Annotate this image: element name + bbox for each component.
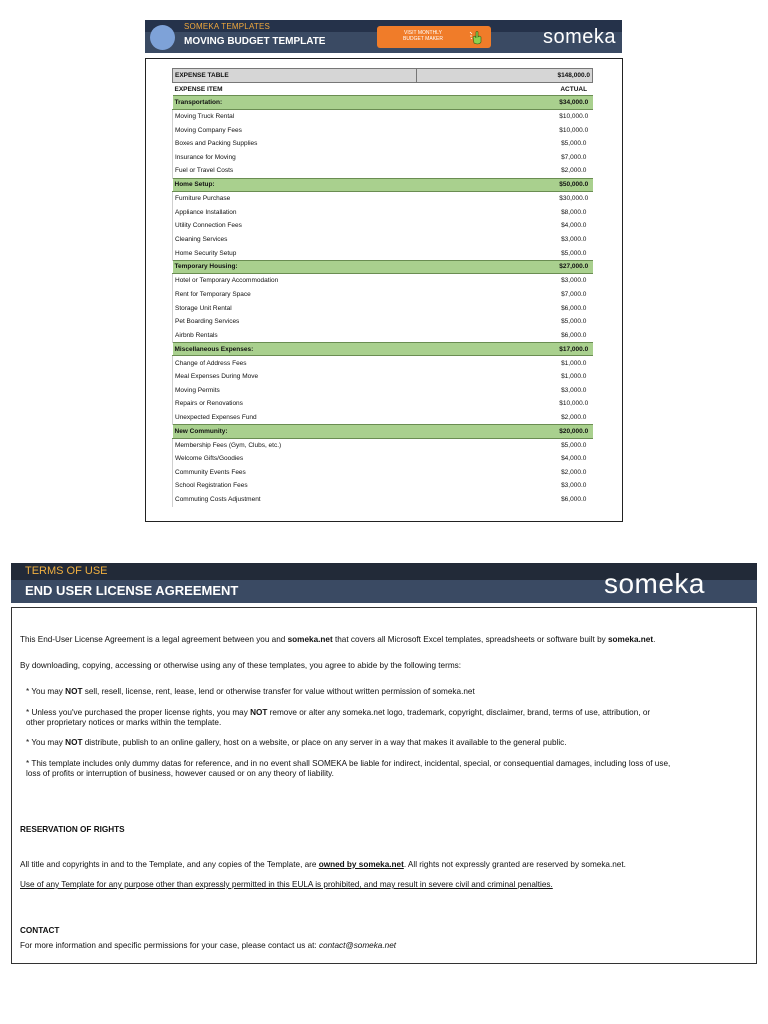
bullet-3-text2: distribute, publish to an online gallery, host on a website, or place on any server in a way that makes it available to the general public. — [82, 738, 567, 747]
expense-table-total: $148,000.0 — [417, 69, 593, 83]
eula-bullet-4 — [26, 759, 670, 779]
expense-amount: $4,000.0 — [561, 222, 587, 230]
bullet-3-not: NOT — [65, 738, 83, 747]
expense-label: Meal Expenses During Move — [173, 370, 417, 384]
expense-label: Welcome Gifts/Goodies — [173, 452, 417, 466]
eula-intro-text: This End-User License Agreement is a legal agreement between you and — [20, 635, 288, 644]
reservation-text-c: . All rights not expressly granted are reserved by someka.net. — [403, 860, 626, 869]
expense-table — [172, 68, 593, 507]
expense-row — [173, 438, 593, 452]
expense-row — [173, 370, 593, 384]
bullet-4-text: * This template includes only dummy datas for reference, and in no event shall SOMEKA be liable for indirect, incidental, special, or consequential damages, including loss of use, — [26, 759, 671, 768]
visit-button-line1: VISIT MONTHLY — [404, 30, 442, 36]
expense-row — [173, 192, 593, 206]
contact-line — [20, 941, 396, 951]
expense-row — [173, 137, 593, 151]
expense-row — [173, 452, 593, 466]
pointing-hand-icon — [469, 29, 485, 45]
someka-logo-large: someka — [603, 568, 705, 599]
use-warning: Use of any Template for any purpose other than expressly permitted in this EULA is prohibited, and may result in severe civil and criminal penalties. — [20, 880, 553, 889]
expense-amount: $10,000.0 — [559, 113, 589, 121]
template-brand-label: SOMEKA TEMPLATES — [184, 22, 271, 31]
reservation-title: RESERVATION OF RIGHTS — [20, 825, 125, 834]
expense-label: Appliance Installation — [173, 205, 417, 219]
expense-row — [173, 110, 593, 124]
eula-content-frame — [11, 607, 757, 964]
expense-amount: $5,000.0 — [561, 318, 587, 326]
expense-amount: $4,000.0 — [561, 455, 587, 463]
expense-label: Change of Address Fees — [173, 356, 417, 370]
category-total: $34,000.0 — [417, 96, 593, 110]
reservation-text-a: All title and copyrights in and to the Template, and any copies of the Template, are — [20, 860, 319, 869]
expense-row — [173, 329, 593, 343]
category-row — [173, 342, 593, 356]
expense-row — [173, 219, 593, 233]
expense-amount: $30,000.0 — [559, 195, 589, 203]
eula-intro-site: someka.net — [287, 635, 333, 644]
bullet-4-text2: loss of profits or interruption of business, however caused or on any theory of liability. — [26, 769, 334, 778]
category-name: Miscellaneous Expenses: — [173, 342, 417, 356]
eula-intro-end: . — [653, 635, 656, 644]
expense-row — [173, 151, 593, 165]
expense-amount: $1,000.0 — [561, 372, 587, 380]
expense-amount: $3,000.0 — [561, 386, 587, 394]
bullet-3-text: * You may — [26, 738, 66, 747]
terms-of-use-label: TERMS OF USE — [25, 565, 108, 577]
owned-by-someka-link[interactable]: owned by someka.net — [318, 860, 404, 869]
expense-row — [173, 493, 593, 507]
expense-label: Insurance for Moving — [173, 151, 417, 165]
expense-amount: $2,000.0 — [561, 413, 587, 421]
template-header — [145, 20, 622, 53]
expense-label: Unexpected Expenses Fund — [173, 411, 417, 425]
expense-label: Pet Boarding Services — [173, 315, 417, 329]
category-name: New Community: — [173, 424, 417, 438]
eula-intro-text2: that covers all Microsoft Excel templates, spreadsheets or software built by — [332, 635, 608, 644]
expense-table-column-row — [173, 82, 593, 96]
expense-label: Furniture Purchase — [173, 192, 417, 206]
expense-amount: $3,000.0 — [561, 277, 587, 285]
expense-label: Moving Permits — [173, 383, 417, 397]
contact-email-link[interactable]: contact@someka.net — [318, 941, 397, 950]
expense-row — [173, 233, 593, 247]
eula-title: END USER LICENSE AGREEMENT — [25, 583, 239, 598]
category-total: $20,000.0 — [417, 424, 593, 438]
expense-label: Community Events Fees — [173, 465, 417, 479]
expense-amount: $10,000.0 — [559, 400, 589, 408]
category-row — [173, 178, 593, 192]
expense-label: Airbnb Rentals — [173, 329, 417, 343]
expense-row — [173, 246, 593, 260]
expense-row — [173, 479, 593, 493]
category-row — [173, 424, 593, 438]
expense-amount: $10,000.0 — [559, 126, 589, 134]
expense-row — [173, 288, 593, 302]
expense-label: Moving Company Fees — [173, 123, 417, 137]
expense-row — [173, 164, 593, 178]
expense-label: School Registration Fees — [173, 479, 417, 493]
category-name: Transportation: — [173, 96, 417, 110]
bullet-1-text: * You may — [26, 687, 66, 696]
bullet-2-text: * Unless you've purchased the proper license rights, you may — [26, 708, 251, 717]
category-total: $17,000.0 — [417, 342, 593, 356]
category-row — [173, 96, 593, 110]
expense-row — [173, 411, 593, 425]
expense-label: Fuel or Travel Costs — [173, 164, 417, 178]
eula-intro-site2: someka.net — [608, 635, 654, 644]
expense-amount: $3,000.0 — [561, 236, 587, 244]
column-actual: ACTUAL — [560, 85, 588, 93]
eula-intro — [20, 635, 655, 645]
eula-agree: By downloading, copying, accessing or otherwise using any of these templates, you agree to abide by the following terms: — [20, 661, 462, 670]
expense-row — [173, 274, 593, 288]
expense-row — [173, 383, 593, 397]
expense-table-header-row — [173, 69, 593, 83]
template-title: MOVING BUDGET TEMPLATE — [184, 36, 326, 47]
bullet-1-not: NOT — [65, 687, 83, 696]
eula-bullet-1 — [26, 687, 475, 697]
category-name: Home Setup: — [173, 178, 417, 192]
eula-bullet-3 — [26, 738, 567, 748]
visit-budget-maker-button[interactable] — [377, 26, 491, 48]
expense-row — [173, 465, 593, 479]
expense-label: Cleaning Services — [173, 233, 417, 247]
expense-label: Utility Connection Fees — [173, 219, 417, 233]
column-expense-item: EXPENSE ITEM — [174, 85, 223, 93]
bullet-1-text2: sell, resell, license, rent, lease, lend or otherwise transfer for value without written permission of someka.net — [82, 687, 475, 696]
bullet-2-not: NOT — [250, 708, 268, 717]
expense-amount: $2,000.0 — [561, 167, 587, 175]
expense-amount: $7,000.0 — [561, 290, 587, 298]
bullet-2-text3: other proprietary notices or marks within the template. — [26, 718, 222, 727]
category-total: $50,000.0 — [417, 178, 593, 192]
expense-amount: $3,000.0 — [561, 482, 587, 490]
expense-amount: $1,000.0 — [561, 359, 587, 367]
category-total: $27,000.0 — [417, 260, 593, 274]
contact-title: CONTACT — [20, 926, 60, 935]
expense-label: Hotel or Temporary Accommodation — [173, 274, 417, 288]
expense-row — [173, 397, 593, 411]
expense-label: Boxes and Packing Supplies — [173, 137, 417, 151]
expense-label: Membership Fees (Gym, Clubs, etc.) — [173, 438, 417, 452]
expense-row — [173, 315, 593, 329]
expense-table-label: EXPENSE TABLE — [173, 69, 417, 83]
contact-text: For more information and specific permissions for your case, please contact us at: — [20, 941, 319, 950]
expense-amount: $8,000.0 — [561, 208, 587, 216]
expense-amount: $5,000.0 — [561, 249, 587, 257]
expense-amount: $6,000.0 — [561, 331, 587, 339]
expense-row — [173, 301, 593, 315]
someka-logo: someka — [542, 26, 616, 48]
expense-label: Repairs or Renovations — [173, 397, 417, 411]
category-row — [173, 260, 593, 274]
bullet-2-text2: remove or alter any someka.net logo, trademark, copyright, disclaimer, brand, terms of use, attribution, or — [267, 708, 651, 717]
expense-row — [173, 123, 593, 137]
expense-amount: $5,000.0 — [561, 140, 587, 148]
expense-label: Moving Truck Rental — [173, 110, 417, 124]
expense-amount: $6,000.0 — [561, 496, 587, 504]
expense-amount: $6,000.0 — [561, 304, 587, 312]
expense-label: Home Security Setup — [173, 246, 417, 260]
eula-header — [11, 563, 757, 603]
visit-button-line2: BUDGET MAKER — [403, 36, 443, 42]
expense-row — [173, 205, 593, 219]
expense-label: Commuting Costs Adjustment — [173, 493, 417, 507]
expense-label: Storage Unit Rental — [173, 301, 417, 315]
reservation-text — [20, 860, 626, 870]
category-name: Temporary Housing: — [173, 260, 417, 274]
expense-amount: $2,000.0 — [561, 468, 587, 476]
template-logo-circle-icon — [150, 25, 175, 50]
expense-amount: $7,000.0 — [561, 153, 587, 161]
eula-bullet-2 — [26, 708, 650, 728]
expense-label: Rent for Temporary Space — [173, 288, 417, 302]
expense-amount: $5,000.0 — [561, 441, 587, 449]
expense-row — [173, 356, 593, 370]
